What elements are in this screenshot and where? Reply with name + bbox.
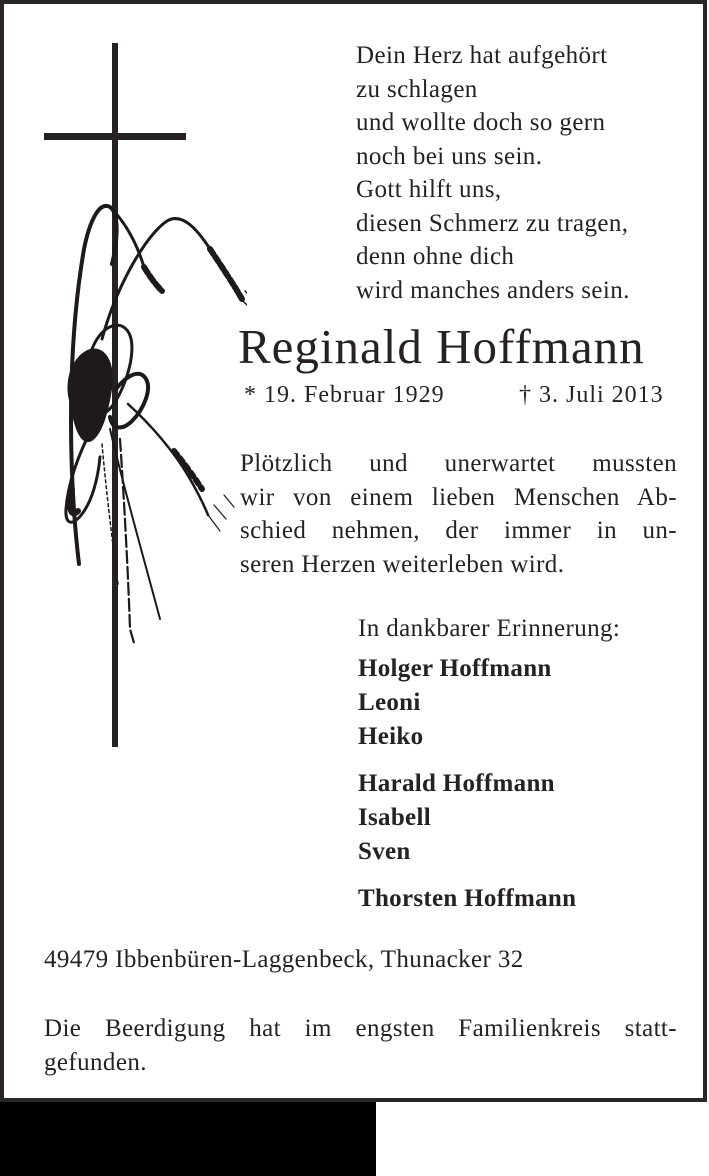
mourner-group: [358, 882, 576, 916]
mourner-name: Holger Hoffmann: [358, 655, 552, 682]
funeral-paragraph: [44, 1012, 677, 1079]
mourner-group: [358, 767, 576, 869]
obituary-line: schied nehmen, der immer in un-: [240, 517, 677, 544]
birth-date: * 19. Februar 1929: [244, 382, 445, 408]
poem-line: Dein Herz hat aufgehört: [356, 42, 608, 69]
obituary-line: Plötzlich und unerwartet mussten: [240, 450, 677, 477]
poem-line: und wollte doch so gern: [356, 109, 606, 136]
cross-horizontal-bar: [44, 133, 186, 140]
poem-line: Gott hilft uns,: [356, 176, 502, 203]
obituary-line: seren Herzen weiterleben wird.: [240, 550, 565, 578]
poem-line: diesen Schmerz zu tragen,: [356, 209, 629, 237]
death-date: † 3. Juli 2013: [519, 382, 664, 408]
obituary-paragraph: [240, 447, 677, 581]
mourner-name: Thorsten Hoffmann: [358, 885, 577, 912]
mourners-list: [358, 652, 576, 929]
mourner-name: Sven: [358, 838, 411, 865]
life-dates: [4, 382, 709, 416]
mourner-name: Isabell: [358, 804, 431, 831]
wheat-sketch-icon: [32, 189, 247, 644]
funeral-line: gefunden.: [44, 1048, 147, 1076]
remembrance-heading: In dankbarer Erinnerung:: [358, 615, 621, 642]
censor-bar: [0, 1102, 376, 1176]
mourner-group: [358, 652, 576, 754]
poem: [356, 39, 630, 307]
obituary-line: wir von einem lieben Menschen Ab-: [240, 483, 677, 511]
mourner-name: Harald Hoffmann: [358, 770, 555, 797]
mourner-name: Leoni: [358, 689, 421, 716]
mourner-name: Heiko: [358, 723, 424, 750]
poem-line: denn ohne dich: [356, 243, 515, 270]
poem-line: zu schlagen: [356, 75, 478, 103]
deceased-name: Reginald Hoffmann: [238, 319, 645, 374]
poem-line: noch bei uns sein.: [356, 142, 543, 170]
funeral-line: Die Beerdigung hat im engsten Familienkreis statt-: [44, 1015, 677, 1042]
poem-line: wird manches anders sein.: [356, 276, 630, 304]
address-line: 49479 Ibbenbüren-Laggenbeck, Thunacker 32: [44, 946, 524, 973]
